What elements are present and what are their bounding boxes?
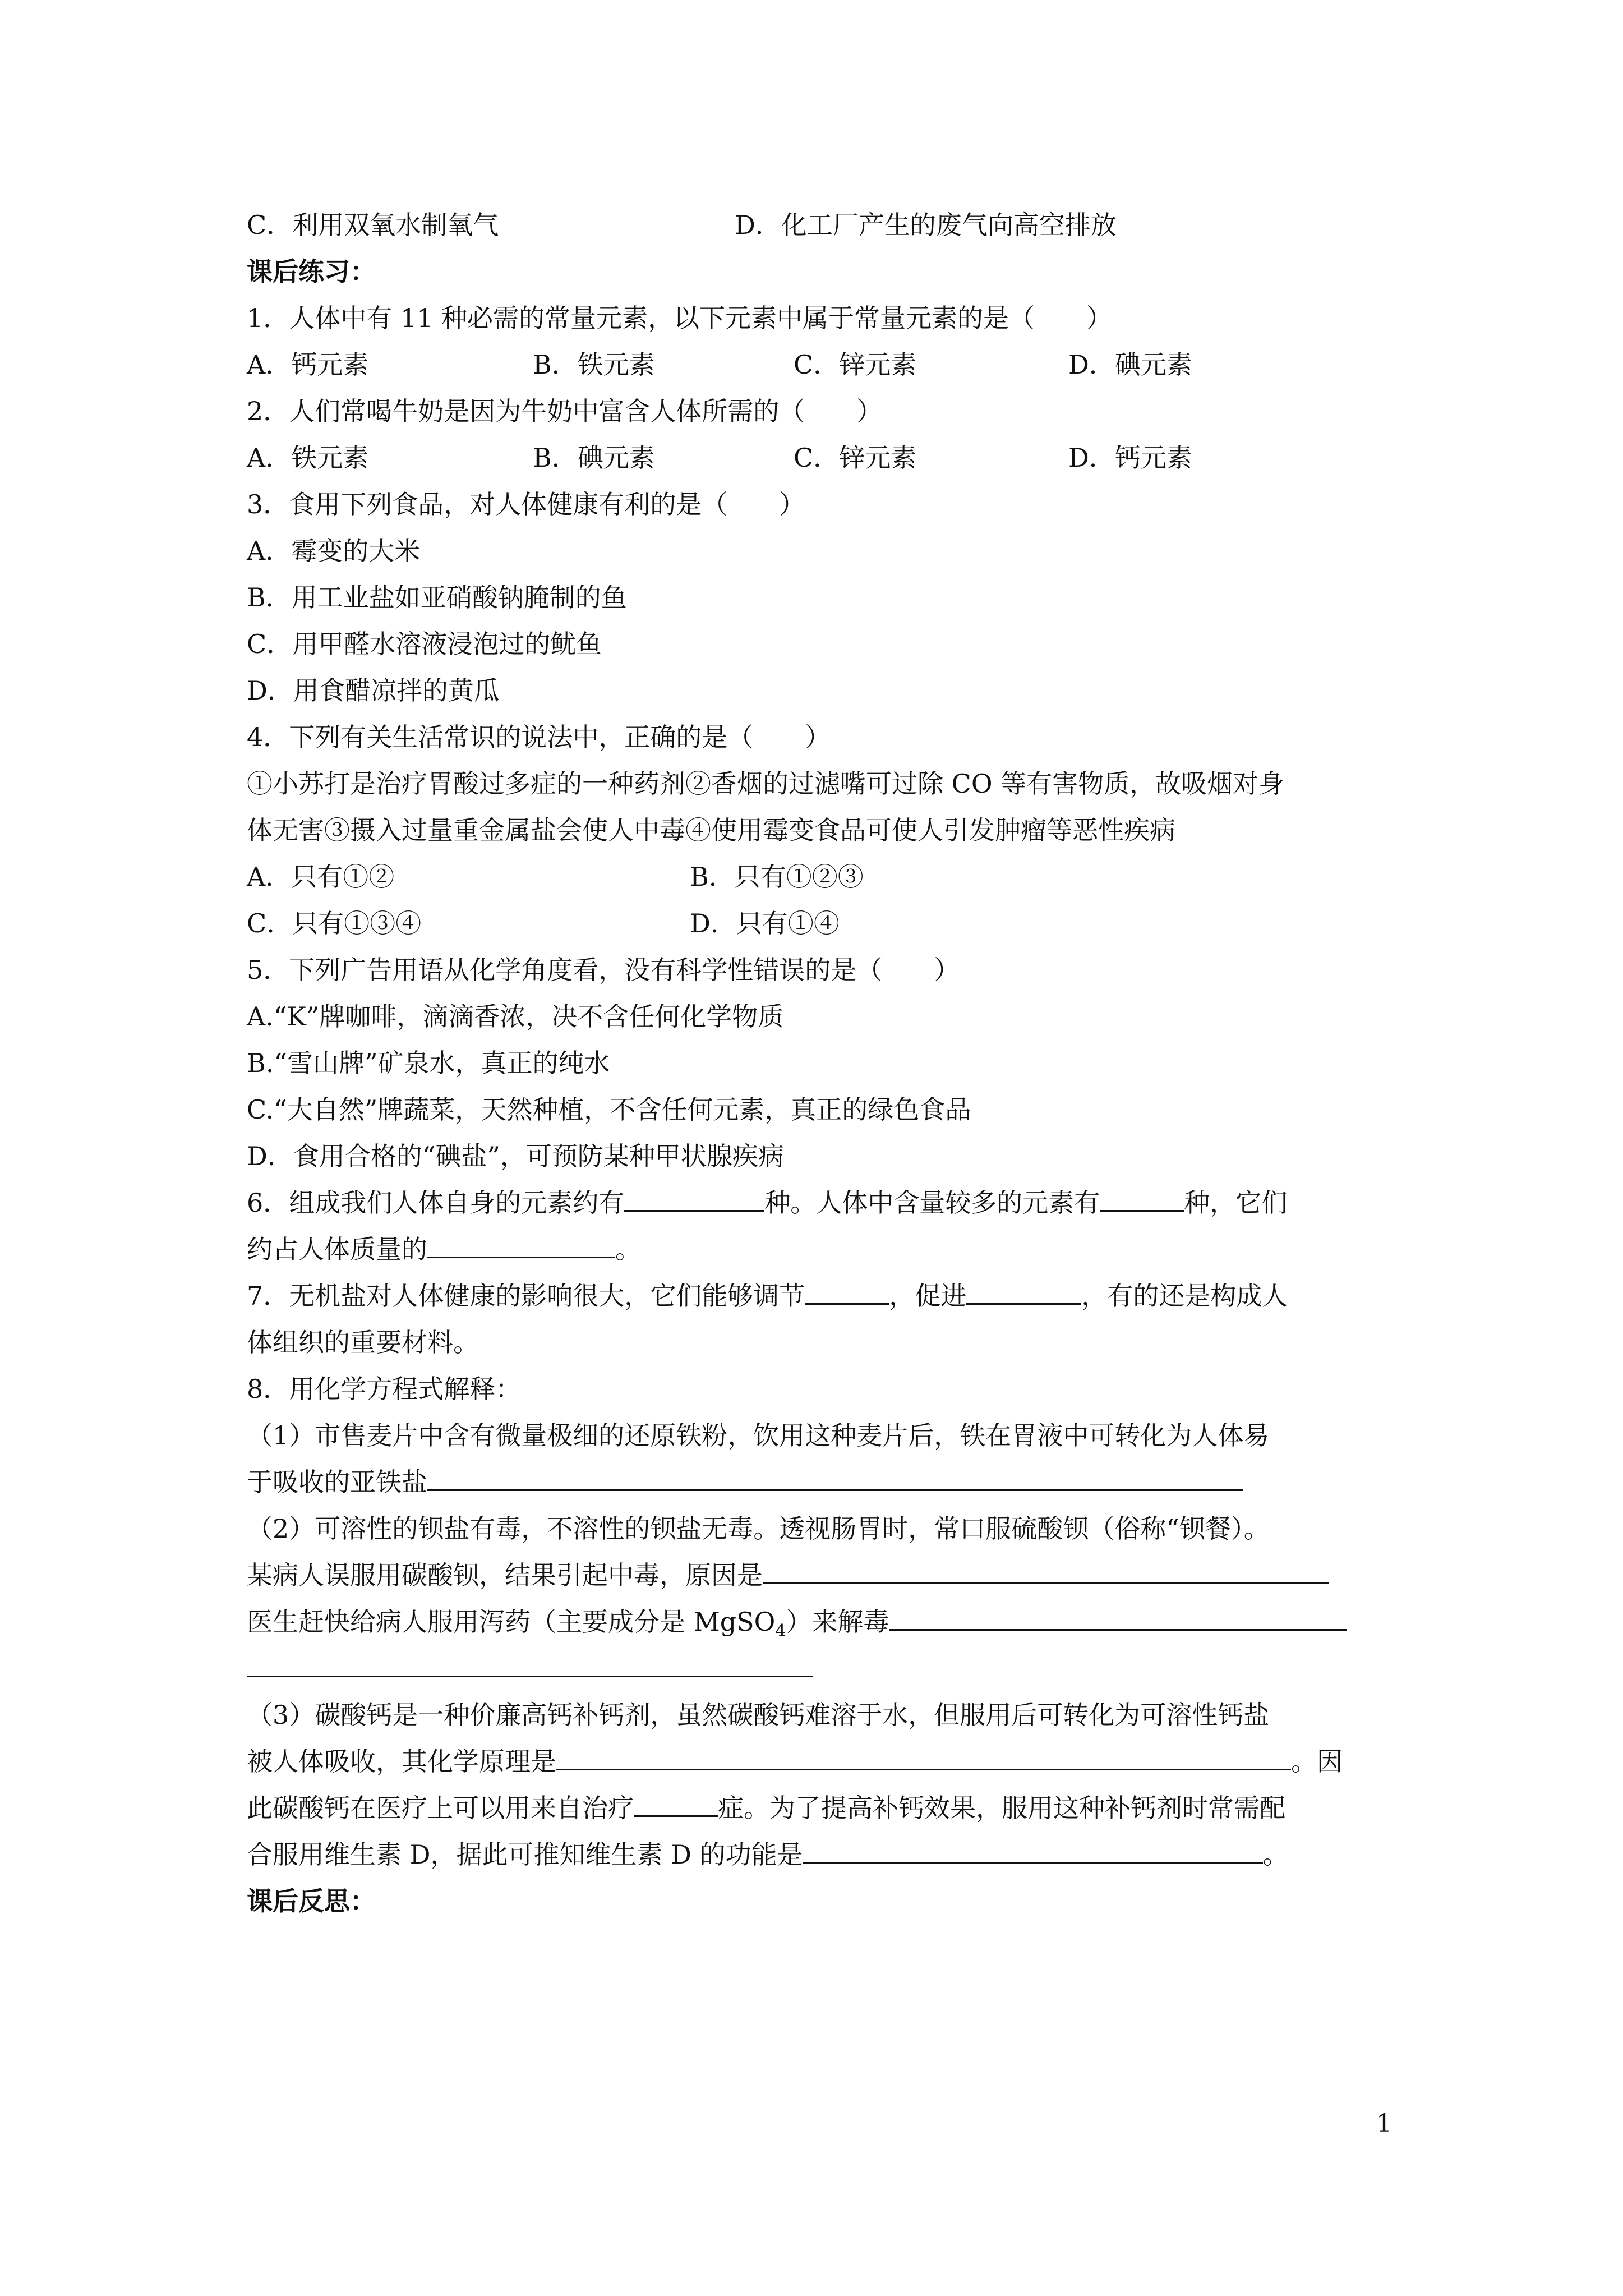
- question-8-part-3-text-3: 症。为了提高补钙效果，服用这种补钙剂时常需配: [718, 1793, 1285, 1823]
- question-2-options: [247, 435, 1396, 481]
- question-8-part-2-text-2: 医生赶快给病人服用泻药（主要成分是 MgSO: [247, 1607, 776, 1637]
- answer-blank[interactable]: [966, 1274, 1081, 1305]
- question-7-text-3: ，有的还是构成人: [1081, 1281, 1288, 1311]
- option-d: D．碘元素: [1068, 349, 1192, 380]
- question-1-options: [247, 342, 1396, 388]
- question-4-options-row-2: [247, 900, 1396, 947]
- question-8-part-2-line-2: [247, 1552, 1396, 1599]
- question-4-body-line-1: ①小苏打是治疗胃酸过多症的一种药剂②香烟的过滤嘴可过除 CO 等有害物质，故吸烟对身: [247, 769, 1285, 799]
- question-4-stem: 4．下列有关生活常识的说法中，正确的是（ ）: [247, 722, 831, 752]
- answer-blank[interactable]: [803, 1833, 1263, 1864]
- question-6-line-2: [247, 1226, 1396, 1273]
- question-8-part-1-line-1: （1）市售麦片中含有微量极细的还原铁粉，饮用这种麦片后，铁在胃液中可转化为人体易: [247, 1420, 1270, 1451]
- option-c: C.“大自然”牌蔬菜，天然种植，不含任何元素，真正的绿色食品: [247, 1094, 971, 1125]
- question-2-stem: 2．人们常喝牛奶是因为牛奶中富含人体所需的（ ）: [247, 396, 883, 426]
- subscript: 4: [775, 1621, 786, 1641]
- option-b: B．铁元素: [533, 349, 655, 380]
- section-heading-reflection: 课后反思：: [247, 1886, 376, 1916]
- option-a: A.“K”牌咖啡，滴滴香浓，决不含任何化学物质: [247, 1001, 784, 1032]
- answer-blank[interactable]: [556, 1740, 1291, 1770]
- answer-blank[interactable]: [427, 1460, 1243, 1491]
- option-b: B．碘元素: [533, 443, 655, 473]
- question-8-part-3-text: 被人体吸收，其化学原理是: [247, 1746, 556, 1777]
- option-c: C．用甲醛水溶液浸泡过的鱿鱼: [247, 629, 602, 659]
- option-b: B.“雪山牌”矿泉水，真正的纯水: [247, 1048, 610, 1078]
- question-8-stem: 8．用化学方程式解释：: [247, 1374, 522, 1404]
- question-8-part-2-text: 某病人误服用碳酸钡，结果引起中毒，原因是: [247, 1560, 763, 1590]
- question-8-part-2-line-4: [247, 1645, 1396, 1692]
- option-b: B．只有①②③: [690, 862, 864, 892]
- question-8-part-1-line-2: [247, 1459, 1396, 1506]
- question-8-part-3-text-4: 合服用维生素 D，据此可推知维生素 D 的功能是: [247, 1839, 803, 1870]
- option-a: A．铁元素: [247, 443, 369, 473]
- answer-blank[interactable]: [889, 1600, 1347, 1631]
- question-1-stem: 1．人体中有 11 种必需的常量元素，以下元素中属于常量元素的是（ ）: [247, 303, 1113, 333]
- option-a: A．钙元素: [247, 349, 369, 380]
- question-7-line-2: 体组织的重要材料。: [247, 1327, 479, 1358]
- option-c: C．锌元素: [794, 443, 917, 473]
- question-6-text-1: 6．组成我们人体自身的元素约有: [247, 1188, 625, 1218]
- option-a: A．霉变的大米: [247, 536, 421, 566]
- option-a: A．只有①②: [247, 862, 395, 892]
- question-8-part-3-line-2: [247, 1738, 1396, 1785]
- question-5-stem: 5．下列广告用语从化学角度看，没有科学性错误的是（ ）: [247, 955, 960, 985]
- question-8-part-2-text-3: ）来解毒: [786, 1607, 889, 1637]
- answer-blank[interactable]: [624, 1181, 764, 1212]
- question-4-body-line-2: 体无害③摄入过量重金属盐会使人中毒④使用霉变食品可使人引发肿瘤等恶性疾病: [247, 815, 1175, 845]
- section-heading-exercise: 课后练习：: [247, 256, 376, 287]
- answer-blank[interactable]: [805, 1274, 889, 1305]
- worksheet-page: [247, 202, 1396, 1925]
- question-7-text-2: ，促进: [889, 1281, 967, 1311]
- option-b: B．用工业盐如亚硝酸钠腌制的鱼: [247, 582, 627, 613]
- question-8-part-3-text-5: 。: [1262, 1839, 1289, 1870]
- prev-question-options: [247, 202, 1396, 249]
- question-7-line-1: [247, 1273, 1396, 1319]
- question-8-part-3-line-3: [247, 1785, 1396, 1832]
- question-8-part-2-line-3: [247, 1599, 1396, 1645]
- question-8-part-3-text-2: 此碳酸钙在医疗上可以用来自治疗: [247, 1793, 634, 1823]
- option-d: D．钙元素: [1068, 443, 1192, 473]
- question-6-text-5: 。: [615, 1234, 641, 1264]
- question-7-text-1: 7．无机盐对人体健康的影响很大，它们能够调节: [247, 1281, 805, 1311]
- question-4-options-row-1: [247, 854, 1396, 900]
- question-8-part-2-line-1: （2）可溶性的钡盐有毒，不溶性的钡盐无毒。透视肠胃时，常口服硫酸钡（俗称“钡餐）。: [247, 1513, 1270, 1544]
- answer-blank[interactable]: [634, 1786, 718, 1817]
- answer-blank[interactable]: [427, 1227, 615, 1258]
- answer-blank[interactable]: [247, 1646, 813, 1677]
- option-c: C．只有①③④: [247, 908, 422, 938]
- question-6-text-2: 种。人体中含量较多的元素有: [764, 1188, 1100, 1218]
- question-6-line-1: [247, 1180, 1396, 1226]
- question-8-part-3-text-end: 。因: [1291, 1746, 1343, 1777]
- question-6-text-3: 种，它们: [1184, 1188, 1288, 1218]
- question-8-part-3-line-4: [247, 1832, 1396, 1878]
- option-d: D．食用合格的“碘盐”，可预防某种甲状腺疾病: [247, 1141, 784, 1171]
- question-8-part-3-line-1: （3）碳酸钙是一种价廉高钙补钙剂，虽然碳酸钙难溶于水，但服用后可转化为可溶性钙盐: [247, 1700, 1270, 1730]
- answer-blank[interactable]: [1100, 1181, 1184, 1212]
- question-6-text-4: 约占人体质量的: [247, 1234, 427, 1264]
- option-c: C．利用双氧水制氧气: [247, 210, 499, 240]
- page-number: 1: [1376, 2109, 1392, 2138]
- question-3-stem: 3．食用下列食品，对人体健康有利的是（ ）: [247, 489, 805, 519]
- question-8-part-1-text: 于吸收的亚铁盐: [247, 1467, 427, 1497]
- option-d: D．用食醋凉拌的黄瓜: [247, 675, 500, 706]
- answer-blank[interactable]: [763, 1553, 1329, 1584]
- option-c: C．锌元素: [794, 349, 917, 380]
- option-d: D．只有①④: [690, 908, 840, 938]
- option-d: D．化工厂产生的废气向高空排放: [735, 210, 1117, 240]
